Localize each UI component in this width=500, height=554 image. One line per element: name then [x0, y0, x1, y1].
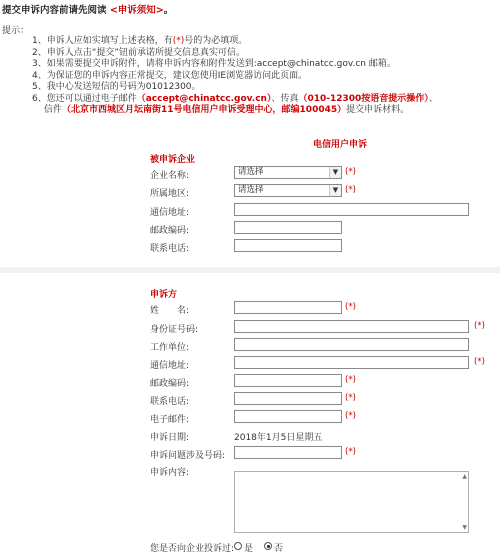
complaint-date-value: 2018年1月5日星期五: [234, 433, 323, 443]
email-link[interactable]: （accept@chinatcc.gov.cn）: [136, 93, 272, 104]
required-mark: (*): [345, 302, 356, 312]
tip-3: 3、如果需要提交申诉附件，请将申诉内容和附件发送到:accept@chinatcc.gov.cn 邮箱。: [32, 59, 396, 69]
prior-no-label: 否: [274, 544, 284, 554]
form-title: 电信用户申诉: [313, 140, 368, 150]
zip-label: 邮政编码:: [150, 379, 190, 389]
tip-7: 信件（北京市西城区月坛南街11号电信用户申诉受理中心，邮编100045）提交申诉材料。: [44, 105, 410, 115]
name-input[interactable]: [234, 301, 342, 314]
content-textarea[interactable]: [234, 471, 469, 533]
work-unit-label: 工作单位:: [150, 343, 190, 353]
region-label: 所属地区:: [150, 189, 190, 199]
company-phone-label: 联系电话:: [150, 244, 190, 254]
required-mark: (*): [345, 167, 356, 177]
required-mark: (*): [345, 393, 356, 403]
company-name-label: 企业名称:: [150, 171, 190, 181]
notice-header-text: 提交申诉内容前请先阅读: [2, 5, 107, 16]
tips-list: [32, 36, 438, 117]
address-input[interactable]: [234, 356, 469, 369]
prior-yes-label: 是: [244, 544, 254, 554]
name-label: 姓 名:: [150, 306, 190, 316]
complainant-section-title: 申诉方: [150, 290, 178, 300]
company-zip-label: 邮政编码:: [150, 226, 190, 236]
issue-number-label: 申诉问题涉及号码:: [150, 451, 226, 461]
tip-1: 1、申诉人应如实填写上述表格，有(*)号的为必填项。: [32, 36, 248, 46]
scroll-up-icon[interactable]: ▲: [462, 473, 467, 480]
required-mark: (*): [345, 185, 356, 195]
tips-title: 提示：: [2, 26, 30, 36]
company-zip-input[interactable]: [234, 221, 342, 234]
id-number-label: 身份证号码:: [150, 325, 199, 335]
issue-number-input[interactable]: [234, 446, 342, 459]
address-label: 通信地址:: [150, 361, 190, 371]
phone-label: 联系电话:: [150, 397, 190, 407]
company-section-title: 被申诉企业: [150, 155, 196, 165]
required-mark: (*): [474, 321, 485, 331]
prior-complaint-label: 您是否向企业投诉过:: [150, 544, 235, 554]
id-number-input[interactable]: [234, 320, 469, 333]
email-label: 电子邮件:: [150, 415, 190, 425]
tip-5: 5、我中心发送短信的号码为01012300。: [32, 82, 201, 92]
tip-2: 2、申诉人点击“提交”钮前承诺所提交信息真实可信。: [32, 47, 246, 58]
complaint-notice-link[interactable]: <申诉须知>: [109, 5, 164, 16]
section-divider: [0, 267, 500, 273]
company-phone-input[interactable]: [234, 239, 342, 252]
company-address-input[interactable]: [234, 203, 469, 216]
email-input[interactable]: [234, 410, 342, 423]
company-address-label: 通信地址:: [150, 208, 190, 218]
chevron-down-icon: ▼: [329, 167, 341, 178]
required-mark: (*): [345, 411, 356, 421]
scroll-down-icon[interactable]: ▼: [462, 524, 467, 531]
tip-6: 6、您还可以通过电子邮件（accept@chinatcc.gov.cn）、传真（010-12300按语音提示操作）、: [32, 93, 438, 104]
phone-input[interactable]: [234, 392, 342, 405]
prior-yes-radio[interactable]: [234, 542, 242, 550]
content-label: 申诉内容:: [150, 468, 190, 478]
notice-header: 提交申诉内容前请先阅读 <申诉须知>。: [2, 5, 174, 16]
zip-input[interactable]: [234, 374, 342, 387]
complaint-date-label: 申诉日期:: [150, 433, 190, 443]
region-select[interactable]: 请选择 ▼: [234, 184, 342, 197]
required-mark: (*): [345, 447, 356, 457]
required-mark: (*): [345, 375, 356, 385]
required-mark: (*): [474, 357, 485, 367]
work-unit-input[interactable]: [234, 338, 469, 351]
prior-no-radio[interactable]: [264, 542, 272, 550]
tip-4: 4、为保证您的申诉内容正常提交，建议您使用IE浏览器访问此页面。: [32, 70, 308, 81]
company-name-select[interactable]: 请选择 ▼: [234, 166, 342, 179]
chevron-down-icon: ▼: [329, 185, 341, 196]
